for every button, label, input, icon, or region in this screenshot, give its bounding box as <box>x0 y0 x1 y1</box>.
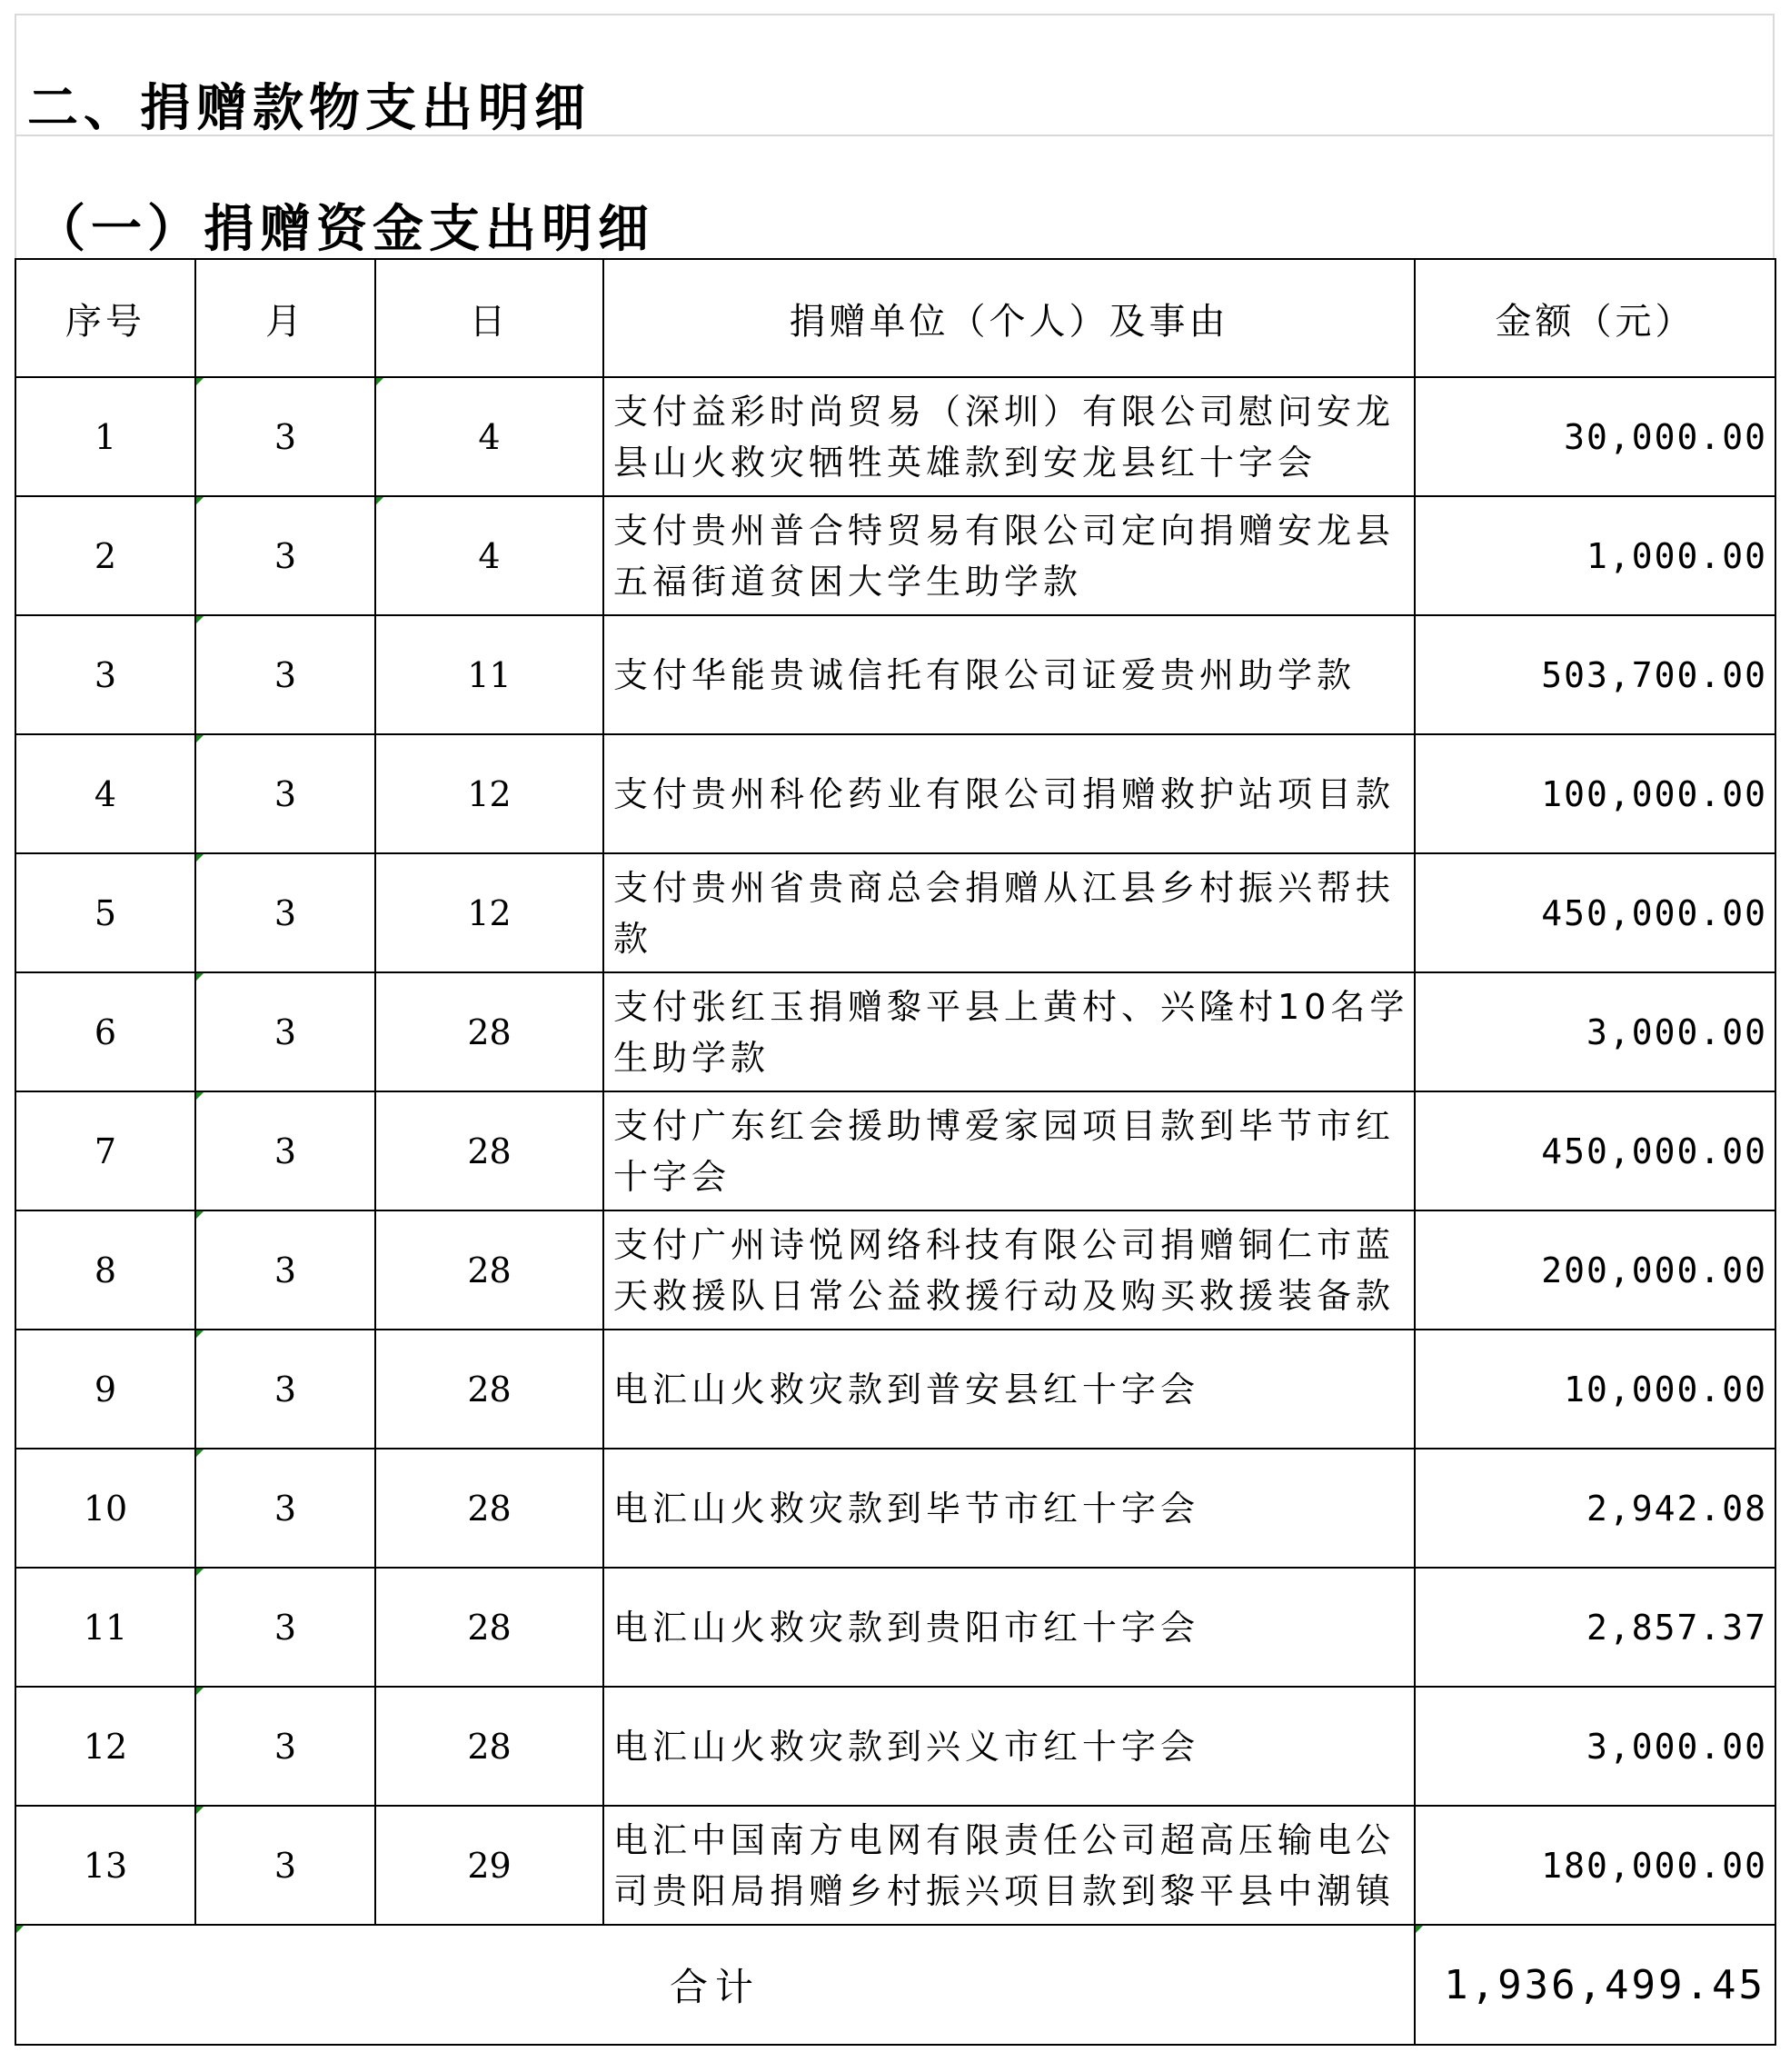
cell-month: 3 <box>195 1568 375 1687</box>
cell-day: 4 <box>375 377 603 496</box>
table-row <box>15 972 1775 1091</box>
total-row <box>15 1925 1775 2045</box>
table-row <box>15 615 1775 734</box>
cell-description: 支付广州诗悦网络科技有限公司捐赠铜仁市蓝天救援队日常公益救援行动及购买救援装备款 <box>603 1210 1415 1330</box>
cell-seq: 3 <box>15 615 195 734</box>
cell-description: 电汇山火救灾款到毕节市红十字会 <box>603 1449 1415 1568</box>
cell-seq: 5 <box>15 853 195 972</box>
table-row <box>15 1330 1775 1449</box>
cell-description: 电汇山火救灾款到贵阳市红十字会 <box>603 1568 1415 1687</box>
cell-amount: 1,000.00 <box>1415 496 1775 615</box>
cell-day: 11 <box>375 615 603 734</box>
cell-month: 3 <box>195 377 375 496</box>
header-day: 日 <box>375 259 603 377</box>
cell-seq: 2 <box>15 496 195 615</box>
cell-month: 3 <box>195 972 375 1091</box>
cell-month: 3 <box>195 1210 375 1330</box>
table-row <box>15 1091 1775 1210</box>
cell-month: 3 <box>195 1449 375 1568</box>
header-row <box>15 259 1775 377</box>
header-seq: 序号 <box>15 259 195 377</box>
table-row <box>15 496 1775 615</box>
table-row <box>15 853 1775 972</box>
cell-month: 3 <box>195 615 375 734</box>
cell-seq: 6 <box>15 972 195 1091</box>
cell-seq: 9 <box>15 1330 195 1449</box>
table-row <box>15 377 1775 496</box>
cell-amount: 2,942.08 <box>1415 1449 1775 1568</box>
section-heading: 二、捐赠款物支出明细 <box>27 79 591 138</box>
cell-amount: 2,857.37 <box>1415 1568 1775 1687</box>
cell-day: 28 <box>375 1449 603 1568</box>
table-row <box>15 1806 1775 1925</box>
cell-seq: 11 <box>15 1568 195 1687</box>
cell-seq: 4 <box>15 734 195 853</box>
cell-description: 支付益彩时尚贸易（深圳）有限公司慰问安龙县山火救灾牺牲英雄款到安龙县红十字会 <box>603 377 1415 496</box>
total-amount: 1,936,499.45 <box>1415 1925 1775 2045</box>
cell-description: 电汇山火救灾款到普安县红十字会 <box>603 1330 1415 1449</box>
cell-month: 3 <box>195 734 375 853</box>
cell-day: 29 <box>375 1806 603 1925</box>
header-month: 月 <box>195 259 375 377</box>
cell-seq: 12 <box>15 1687 195 1806</box>
grid-line-right <box>1773 14 1775 259</box>
cell-amount: 3,000.00 <box>1415 1687 1775 1806</box>
cell-description: 支付贵州科伦药业有限公司捐赠救护站项目款 <box>603 734 1415 853</box>
cell-seq: 8 <box>15 1210 195 1330</box>
total-label: 合计 <box>15 1925 1415 2045</box>
cell-day: 28 <box>375 1687 603 1806</box>
cell-day: 12 <box>375 734 603 853</box>
cell-month: 3 <box>195 1091 375 1210</box>
table-row <box>15 1210 1775 1330</box>
cell-description: 支付张红玉捐赠黎平县上黄村、兴隆村10名学生助学款 <box>603 972 1415 1091</box>
cell-month: 3 <box>195 1806 375 1925</box>
cell-amount: 503,700.00 <box>1415 615 1775 734</box>
cell-description: 电汇山火救灾款到兴义市红十字会 <box>603 1687 1415 1806</box>
cell-month: 3 <box>195 496 375 615</box>
cell-description: 电汇中国南方电网有限责任公司超高压输电公司贵阳局捐赠乡村振兴项目款到黎平县中潮镇 <box>603 1806 1415 1925</box>
header-description: 捐赠单位（个人）及事由 <box>603 259 1415 377</box>
cell-description: 支付贵州普合特贸易有限公司定向捐赠安龙县五福街道贫困大学生助学款 <box>603 496 1415 615</box>
cell-month: 3 <box>195 1330 375 1449</box>
cell-amount: 450,000.00 <box>1415 1091 1775 1210</box>
cell-seq: 1 <box>15 377 195 496</box>
cell-seq: 10 <box>15 1449 195 1568</box>
cell-month: 3 <box>195 1687 375 1806</box>
cell-day: 28 <box>375 972 603 1091</box>
cell-description: 支付华能贵诚信托有限公司证爱贵州助学款 <box>603 615 1415 734</box>
header-amount: 金额（元） <box>1415 259 1775 377</box>
cell-amount: 3,000.00 <box>1415 972 1775 1091</box>
grid-line-top <box>15 14 1775 15</box>
cell-seq: 13 <box>15 1806 195 1925</box>
subsection-heading: （一）捐赠资金支出明细 <box>35 200 654 259</box>
cell-month: 3 <box>195 853 375 972</box>
cell-amount: 450,000.00 <box>1415 853 1775 972</box>
table-row <box>15 1449 1775 1568</box>
cell-day: 28 <box>375 1330 603 1449</box>
table-row <box>15 1568 1775 1687</box>
cell-day: 28 <box>375 1210 603 1330</box>
expenditure-table <box>15 258 1776 2046</box>
table-row <box>15 1687 1775 1806</box>
cell-amount: 200,000.00 <box>1415 1210 1775 1330</box>
table-row <box>15 734 1775 853</box>
cell-day: 12 <box>375 853 603 972</box>
cell-description: 支付广东红会援助博爱家园项目款到毕节市红十字会 <box>603 1091 1415 1210</box>
cell-description: 支付贵州省贵商总会捐赠从江县乡村振兴帮扶款 <box>603 853 1415 972</box>
grid-line-left <box>15 14 16 259</box>
cell-day: 4 <box>375 496 603 615</box>
cell-amount: 180,000.00 <box>1415 1806 1775 1925</box>
cell-day: 28 <box>375 1091 603 1210</box>
cell-day: 28 <box>375 1568 603 1687</box>
cell-seq: 7 <box>15 1091 195 1210</box>
cell-amount: 10,000.00 <box>1415 1330 1775 1449</box>
cell-amount: 30,000.00 <box>1415 377 1775 496</box>
cell-amount: 100,000.00 <box>1415 734 1775 853</box>
